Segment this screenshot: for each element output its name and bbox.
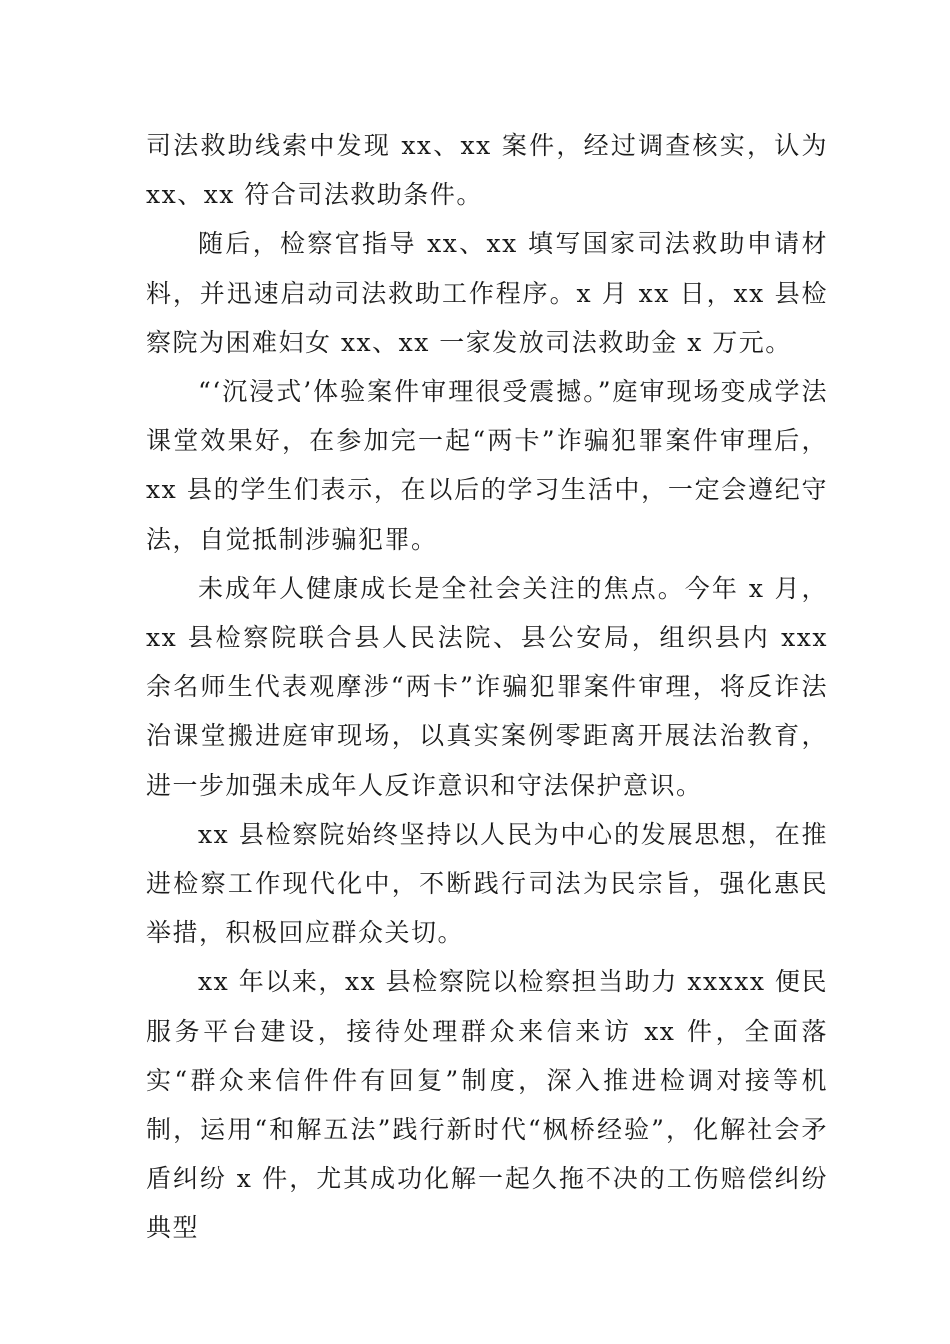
paragraph-3: “‘沉浸式’体验案件审理很受震撼。”庭审现场变成学法课堂效果好，在参加完一起“两卡”诈骗犯罪案件审理后，xx 县的学生们表示，在以后的学习生活中，一定会遵纪守法，自觉抵制涉骗犯罪。 <box>146 377 828 554</box>
paragraph-6: xx 年以来，xx 县检察院以检察担当助力 xxxxx 便民服务平台建设，接待处理群众来信来访 xx 件，全面落实“群众来信件件有回复”制度，深入推进检调对接等机制，运用“和解五法”践行新时代“枫桥经验”，化解社会矛盾纠纷 x 件，尤其成功化解一起久拖不决的工伤赔偿纠纷典型 <box>146 967 828 1243</box>
paragraph-2: 随后，检察官指导 xx、xx 填写国家司法救助申请材料，并迅速启动司法救助工作程序。x 月 xx 日，xx 县检察院为困难妇女 xx、xx 一家发放司法救助金 x 万元。 <box>146 229 828 357</box>
document-body <box>146 121 828 1253</box>
paragraph-5: xx 县检察院始终坚持以人民为中心的发展思想，在推进检察工作现代化中，不断践行司法为民宗旨，强化惠民举措，积极回应群众关切。 <box>146 819 828 948</box>
paragraph-4: 未成年人健康成长是全社会关注的焦点。今年 x 月，xx 县检察院联合县人民法院、县公安局，组织县内 xxx 余名师生代表观摩涉“两卡”诈骗犯罪案件审理，将反诈法治课堂搬进庭审现场，以真实案例零距离开展法治教育，进一步加强未成年人反诈意识和守法保护意识。 <box>146 573 828 800</box>
paragraph-1: 司法救助线索中发现 xx、xx 案件，经过调查核实，认为 xx、xx 符合司法救助条件。 <box>146 131 828 210</box>
